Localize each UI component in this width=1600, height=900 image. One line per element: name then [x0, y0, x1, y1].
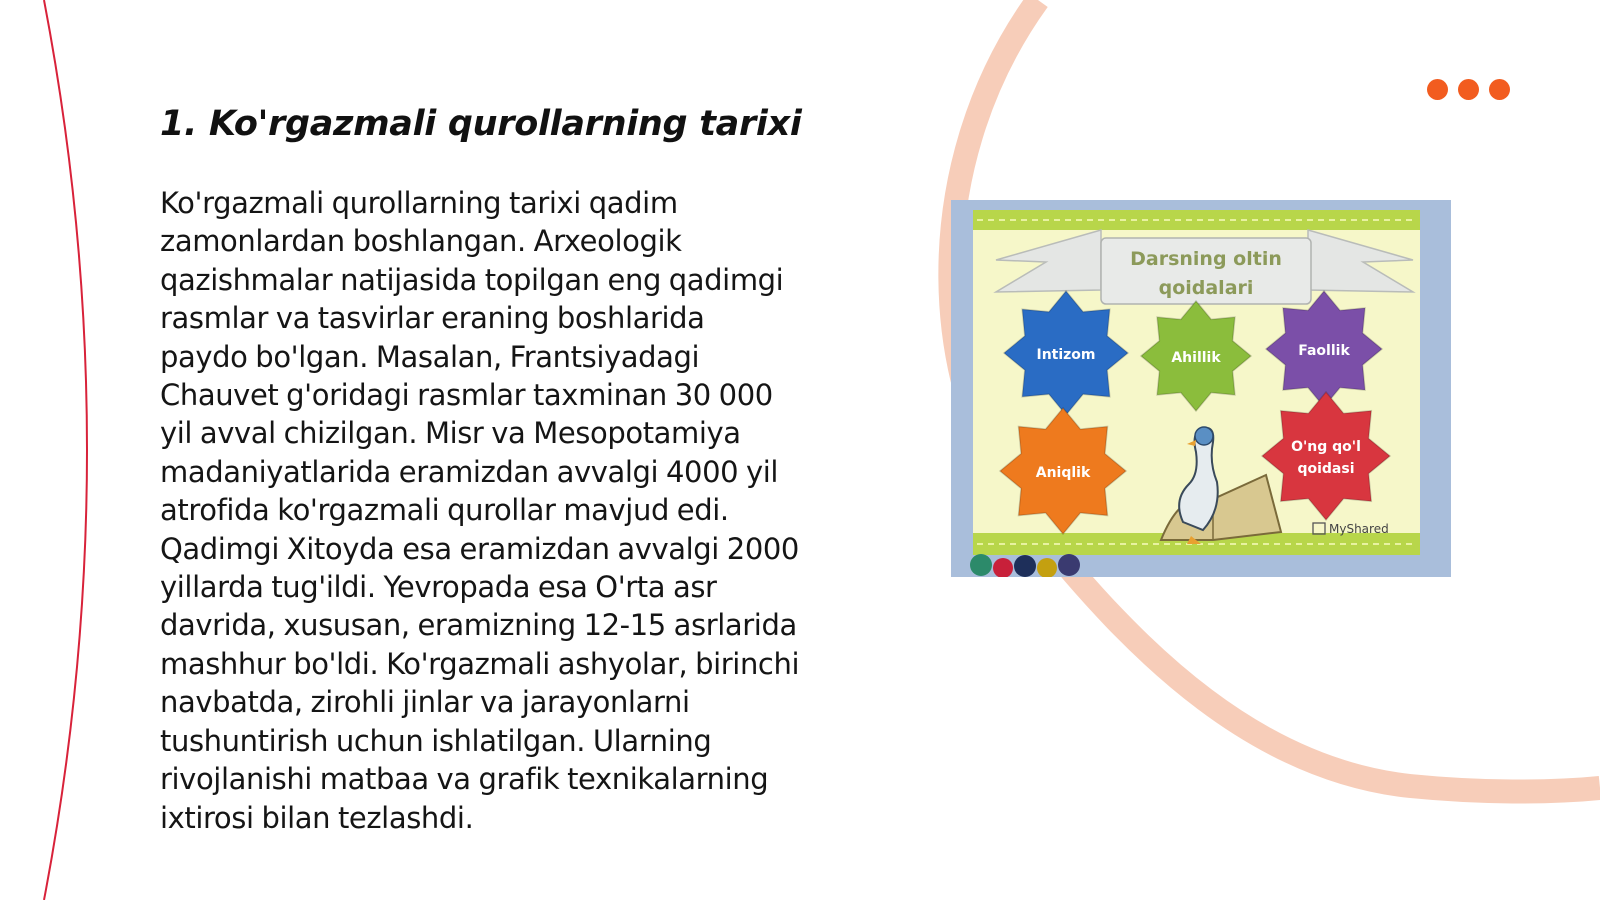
body-line: tushuntirish uchun ishlatilgan. Ularning [160, 723, 712, 758]
rule-star [1266, 291, 1382, 407]
star-label: Ahillik [1171, 350, 1221, 366]
left-curved-line [44, 0, 87, 900]
watermark-text: MyShared [1329, 522, 1389, 536]
body-line: rasmlar va tasvirlar eraning boshlarida [160, 301, 705, 336]
body-line: mashhur bo'ldi. Ko'rgazmali ashyolar, birinchi [160, 646, 800, 681]
banner-line-2: qoidalari [1158, 277, 1254, 299]
accent-dot [1458, 79, 1479, 100]
body-line: madaniyatlarida eramizdan avvalgi 4000 yil [160, 454, 779, 489]
accent-dot [1427, 79, 1448, 100]
star-shape [1262, 392, 1390, 520]
body-line: zamonlardan boshlangan. Arxeologik [160, 224, 682, 259]
body-line: yillarda tug'ildi. Yevropada esa O'rta asr [160, 570, 717, 605]
body-line: navbatda, zirohli jinlar va jarayonlarni [160, 685, 690, 720]
lesson-rules-picture [951, 200, 1451, 577]
body-line: yil avval chizilgan. Misr va Mesopotamiya [160, 416, 741, 451]
body-line: atrofida ko'rgazmali qurollar mavjud edi. [160, 493, 729, 528]
star-label: Aniqlik [1035, 465, 1091, 481]
slide-body-text [160, 184, 860, 837]
body-line: Chauvet g'oridagi rasmlar taxminan 30 000 [160, 378, 773, 413]
body-line: Qadimgi Xitoyda esa eramizdan avvalgi 2000 [160, 531, 799, 566]
body-line: rivojlanishi matbaa va grafik texnikalarning [160, 762, 769, 797]
body-line: Ko'rgazmali qurollarning tarixi qadim [160, 186, 678, 220]
body-line: ixtirosi bilan tezlashdi. [160, 800, 474, 835]
rule-star [1262, 392, 1390, 520]
body-line: paydo bo'lgan. Masalan, Frantsiyadagi [160, 339, 700, 374]
rule-star [1004, 291, 1128, 415]
slide-title: 1. Ko'rgazmali qurollarning tarixi [160, 104, 802, 144]
star-label: qoidasi [1297, 461, 1355, 477]
star-label: O'ng qo'l [1291, 439, 1361, 455]
body-line: davrida, xususan, eramizning 12-15 asrlarida [160, 608, 797, 643]
body-line: qazishmalar natijasida topilgan eng qadimgi [160, 262, 784, 297]
decorative-balls [970, 554, 1080, 577]
menu-dots [1427, 79, 1510, 100]
star-label: Intizom [1036, 347, 1096, 363]
accent-dot [1489, 79, 1510, 100]
rule-star [1000, 408, 1126, 534]
banner-line-1: Darsning oltin [1130, 248, 1282, 270]
rule-star [1141, 301, 1251, 411]
star-label: Faollik [1298, 343, 1350, 359]
